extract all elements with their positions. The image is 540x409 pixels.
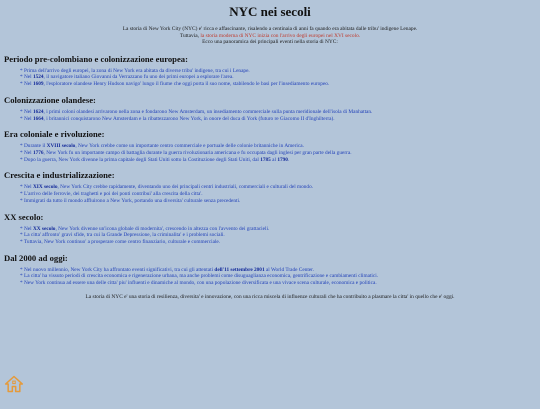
item-emphasis: 1790 (277, 156, 288, 163)
item-text: * Nel (20, 150, 33, 156)
section-list (0, 184, 540, 204)
list-item (20, 143, 540, 150)
item-emphasis: XVIII secolo (46, 143, 76, 150)
section-heading: Colonizzazione olandese: (4, 94, 96, 105)
item-emphasis: 1776 (32, 150, 44, 156)
item-text: * Nel (20, 108, 33, 115)
item-text: , i primi coloni olandesi arrivarono nella zona e fondarono New Amsterdam, un insediamento commerciale sulla punta meridionale dell'isola di Manhattan. (43, 108, 373, 115)
conclusion: La storia di NYC e' una storia di resilienza, diversita' e innovazione, con una ricca miscela di influenze culturali che ha contribuito a plasmare la citta' in quello che e' oggi. (85, 293, 455, 300)
item-text: , New York City crebbe rapidamente, diventando uno dei principali centri industriali, commerciali e culturali del mondo. (57, 184, 314, 191)
item-text: * New York continua ad essere una delle citta' piu' influenti e dinamiche al mondo, con una popolazione diversificata e una vivace scena culturale, economica e politica. (20, 280, 377, 287)
intro-paragraph (0, 26, 540, 46)
section-heading: XX secolo: (4, 211, 44, 222)
item-text: * Prima dell'arrivo degli europei, la zona di New York era abitata da diverse tribu' indigene, tra cui i Lenape. (20, 67, 250, 74)
section-list (0, 267, 540, 287)
item-text: * Immigrati da tutto il mondo affluirono a New York, portando una diversita' culturale senza precedenti. (20, 197, 241, 204)
item-emphasis: XX secolo (32, 225, 56, 232)
item-emphasis: 1524 (32, 74, 44, 81)
section-list (0, 109, 540, 122)
home-icon[interactable] (4, 374, 24, 394)
item-text: * La citta' ha vissuto periodi di crescita economica e rigenerazione urbana, ma anche problemi come disuguaglianza economica, gentrificazione e cambiamenti climatici. (20, 273, 379, 280)
item-text: , New York divenne un'icona globale di modernita', crescendo in altezza con l'avvento dei grattacieli. (55, 225, 270, 232)
list-item (20, 116, 540, 123)
intro-line-1: La storia di New York City (NYC) e' ricca e affascinante, risalendo a centinaia di anni fa quando era abitata dalle tribu' indigene Lenape. (122, 26, 418, 32)
item-text: , l'esploratore olandese Henry Hudson navigo' lungo il fiume che oggi porta il suo nome, stabilendo le basi per l'insediamento europeo. (43, 81, 330, 88)
section-heading: Periodo pre-colombiano e colonizzazione europea: (4, 53, 188, 64)
section-heading: Era coloniale e rivoluzione: (4, 129, 105, 140)
list-item (20, 232, 540, 239)
intro-line-2 (0, 33, 540, 40)
sections-container (0, 54, 540, 287)
item-text: . (287, 156, 290, 163)
item-emphasis: dell'11 settembre 2001 (214, 266, 265, 273)
section-heading: Crescita e industrializzazione: (4, 170, 115, 181)
item-text: * Tuttavia, New York continuo' a prosperare come centro finanziario, culturale e commerciale. (20, 238, 221, 245)
list-item (20, 239, 540, 246)
intro-line-2-text: Tuttavia, (179, 32, 201, 39)
item-text: * La citta' affronto' gravi sfide, tra cui la Grande Depressione, la criminalita' e i problemi sociali. (20, 232, 225, 239)
list-item (20, 198, 540, 205)
item-text: * Nel (20, 184, 33, 191)
item-text: * Nel (20, 115, 33, 122)
item-text: al (270, 156, 278, 163)
section-list (0, 226, 540, 246)
item-text: , New York crebbe come un importante centro commerciale e portuale delle colonie britanniche in America. (75, 143, 304, 150)
item-emphasis: 1609 (32, 81, 44, 88)
section-heading: Dal 2000 ad oggi: (4, 252, 68, 263)
list-item (20, 157, 540, 164)
item-text: * Dopo la guerra, New York divenne la prima capitale degli Stati Uniti sotto la Costituzione degli Stati Uniti, dal (20, 156, 261, 163)
item-text: * Nel nuovo millennio, New York City ha affrontato eventi significativi, tra cui gli attentati (20, 266, 215, 273)
item-emphasis: 1785 (260, 156, 271, 163)
section-list (0, 68, 540, 88)
item-text: , il navigatore italiano Giovanni da Verrazzano fu uno dei primi europei a esplorare l'area. (43, 74, 234, 81)
section-list (0, 143, 540, 163)
list-item (20, 81, 540, 88)
list-item (20, 109, 540, 116)
item-emphasis: XIX secolo (32, 184, 58, 191)
item-text: * Durante il (20, 143, 47, 150)
item-text: * Nel (20, 74, 33, 81)
item-text: , New York fu un importante campo di battaglia durante la guerra rivoluzionaria americana e fu occupata dagli inglesi per gran parte della guerra. (43, 150, 352, 156)
item-text: * Nel (20, 81, 33, 88)
item-text: * Nel (20, 225, 33, 232)
item-emphasis: 1624 (32, 108, 44, 115)
list-item (20, 280, 540, 287)
list-item (20, 191, 540, 198)
item-emphasis: 1664 (32, 115, 44, 122)
item-text: * L'arrivo delle ferrovie, dei traghetti e poi dei ponti contribui' alla crescita della citta'. (20, 191, 203, 198)
item-text: al World Trade Center. (264, 266, 314, 273)
intro-highlight: la storia moderna di NYC inizia con l'arrivo degli europei nel XVI secolo. (200, 32, 361, 39)
page-title: NYC nei secoli (229, 4, 311, 19)
list-item (20, 150, 540, 157)
intro-line-3: Ecco una panoramica dei principali eventi nella storia di NYC: (202, 39, 338, 46)
item-text: , i britannici conquistarono New Amsterdam e la ribattezzarono New York, in onore del duca di York (futuro re Giacomo II d'Inghilterra). (43, 115, 335, 122)
